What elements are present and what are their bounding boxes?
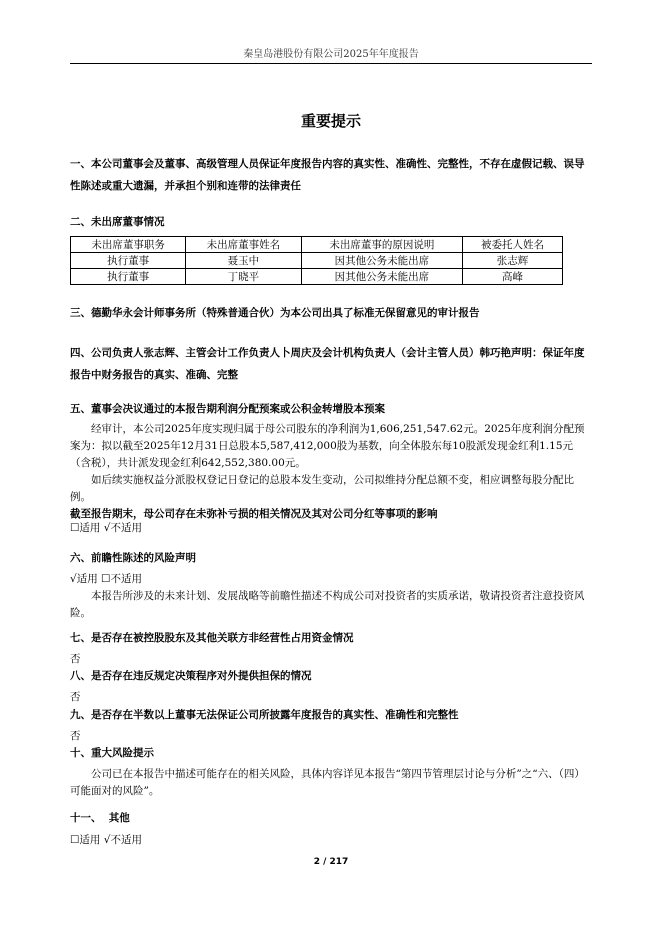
- table-cell: 丁晓平: [186, 269, 301, 285]
- table-row: [71, 253, 563, 269]
- section-6-heading: 六、前瞻性陈述的风险声明: [70, 552, 196, 564]
- running-header: 秦皇岛港股份有限公司2025年年度报告: [243, 49, 419, 60]
- section-8-answer: 否: [70, 691, 81, 703]
- section-9-answer: 否: [70, 730, 81, 742]
- header-rule: [70, 63, 592, 64]
- section-5-applicability: ☐适用 √不适用: [70, 522, 142, 534]
- section-5-heading: 五、董事会决议通过的本报告期利润分配预案或公积金转增股本预案: [70, 403, 385, 415]
- table-cell: 张志辉: [463, 253, 563, 269]
- page-number: 2 / 217: [313, 857, 349, 867]
- table-header-cell: 被委托人姓名: [463, 237, 563, 253]
- section-6-applicability: √适用 ☐不适用: [70, 573, 142, 585]
- section-2-heading: 二、未出席董事情况: [70, 216, 165, 228]
- section-5-paragraph-1: 经审计，本公司2025年度实现归属于母公司股东的净利润为1,606,251,547.62元。2025年度利润分配预案为：拟以截至2025年12月31日总股本5,587,412,000股为基数，向全体股东每10股派发现金红利1.15元（含税），共计派发现金红利642,552,380.00元。: [70, 423, 585, 469]
- table-cell: 高峰: [463, 269, 563, 285]
- table-cell: 执行董事: [71, 269, 186, 285]
- section-3-heading: 三、德勤华永会计师事务所（特殊普通合伙）为本公司出具了标准无保留意见的审计报告: [70, 307, 480, 319]
- section-1-heading: 一、本公司董事会及董事、高级管理人员保证年度报告内容的真实性、准确性、完整性，不存在虚假记载、误导性陈述或重大遗漏，并承担个别和连带的法律责任: [70, 158, 585, 192]
- section-11-applicability: ☐适用 √不适用: [70, 834, 142, 846]
- table-header-row: [71, 237, 563, 253]
- table-header-cell: 未出席董事的原因说明: [301, 237, 463, 253]
- table-header-cell: 未出席董事姓名: [186, 237, 301, 253]
- section-10-heading: 十、重大风险提示: [70, 747, 154, 759]
- section-5-subheading: 截至报告期末，母公司存在未弥补亏损的相关情况及其对公司分红等事项的影响: [70, 508, 438, 520]
- section-7-heading: 七、是否存在被控股股东及其他关联方非经营性占用资金情况: [70, 632, 354, 644]
- section-10-paragraph: 公司已在本报告中描述可能存在的相关风险，具体内容详见本报告“第四节管理层讨论与分析”之“六、（四）可能面对的风险”。: [70, 768, 585, 797]
- section-5-paragraph-2: 如后续实施权益分派股权登记日登记的总股本发生变动，公司拟维持分配总额不变，相应调整每股分配比例。: [70, 474, 574, 503]
- section-11-heading: 十一、 其他: [70, 812, 130, 824]
- section-9-heading: 九、是否存在半数以上董事无法保证公司所披露年度报告的真实性、准确性和完整性: [70, 709, 459, 721]
- table-cell: 执行董事: [71, 253, 186, 269]
- table-cell: 因其他公务未能出席: [301, 269, 463, 285]
- table-header-cell: 未出席董事职务: [71, 237, 186, 253]
- page-title: 重要提示: [300, 112, 361, 130]
- table-row: [71, 269, 563, 285]
- table-cell: 因其他公务未能出席: [301, 253, 463, 269]
- section-8-heading: 八、是否存在违反规定决策程序对外提供担保的情况: [70, 670, 312, 682]
- table-cell: 聂玉中: [186, 253, 301, 269]
- section-4-heading: 四、公司负责人张志辉、主管会计工作负责人卜周庆及会计机构负责人（会计主管人员）韩巧艳声明：保证年度报告中财务报告的真实、准确、完整: [70, 347, 585, 381]
- section-7-answer: 否: [70, 653, 81, 665]
- section-6-paragraph: 本报告所涉及的未来计划、发展战略等前瞻性描述不构成公司对投资者的实质承诺，敬请投资者注意投资风险。: [70, 590, 585, 619]
- absent-directors-table: [70, 236, 563, 285]
